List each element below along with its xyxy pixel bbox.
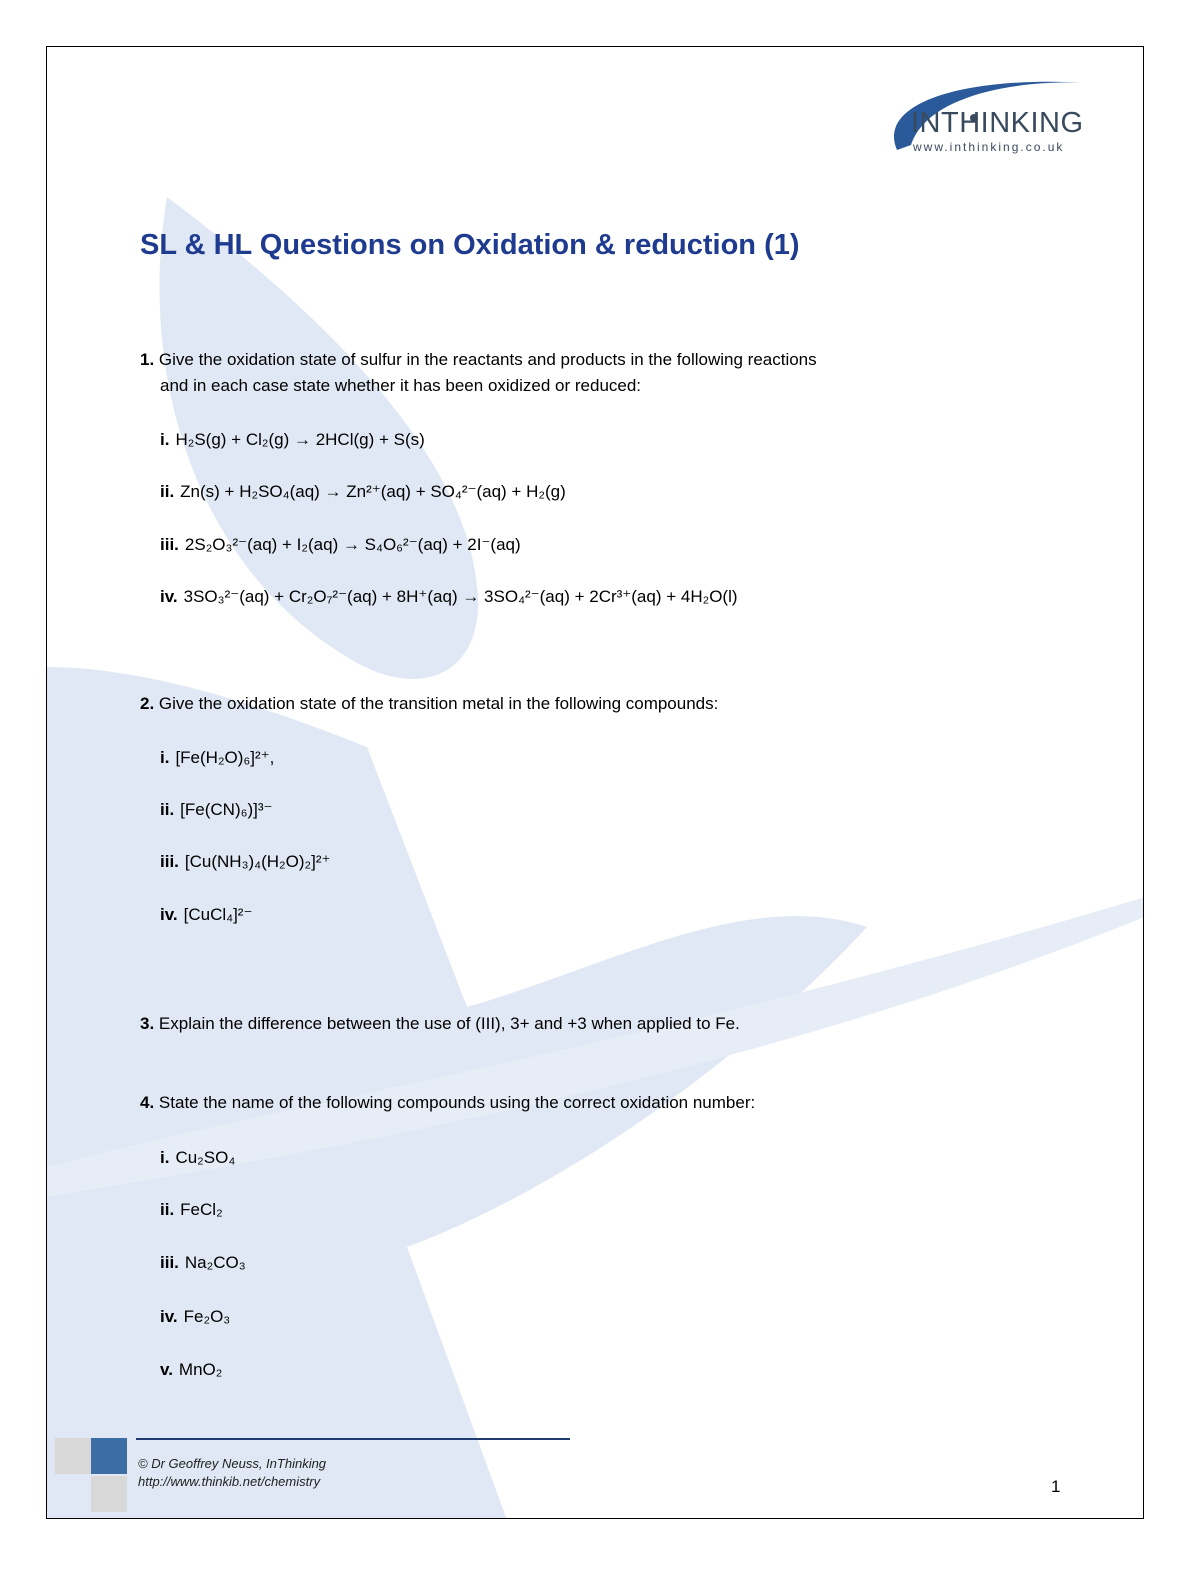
watermark-logo <box>47 47 1144 1519</box>
question-1 <box>140 347 1000 399</box>
logo-brand-text: INTHINKING <box>911 107 1084 139</box>
question-text: Explain the difference between the use of (III), 3+ and +3 when applied to Fe. <box>158 1014 740 1033</box>
question-number: 1. <box>140 350 155 369</box>
question-number: 4. <box>140 1093 155 1112</box>
question-text: Give the oxidation state of the transition metal in the following compounds: <box>158 694 719 713</box>
list-item: v. MnO₂ <box>160 1360 223 1379</box>
list-item: ii. FeCl₂ <box>160 1200 223 1219</box>
question-text: Give the oxidation state of sulfur in the reactants and products in the following reactions <box>158 350 817 369</box>
footer-credits <box>138 1455 326 1491</box>
question-2 <box>140 691 1000 717</box>
page-frame <box>46 46 1144 1519</box>
list-item: ii. [Fe(CN)₆)]³⁻ <box>160 800 273 819</box>
list-item: iii. Na₂CO₃ <box>160 1253 246 1272</box>
question-3 <box>140 1011 1000 1037</box>
footer-copyright: © Dr Geoffrey Neuss, InThinking <box>138 1456 327 1471</box>
page-title: SL & HL Questions on Oxidation & reduction (1) <box>140 229 800 261</box>
list-item: i. [Fe(H₂O)₆]²⁺, <box>160 748 275 767</box>
question-text: State the name of the following compounds using the correct oxidation number: <box>158 1093 756 1112</box>
list-item: iii. [Cu(NH₃)₄(H₂O)₂]²⁺ <box>160 852 331 871</box>
list-item: iv. 3SO₃²⁻(aq) + Cr₂O₇²⁻(aq) + 8H⁺(aq) → 3SO₄²⁻(aq) + 2Cr³⁺(aq) + 4H₂O(l) <box>160 587 738 606</box>
question-number: 2. <box>140 694 155 713</box>
list-item: iv. Fe₂O₃ <box>160 1307 231 1326</box>
footer-url: http://www.thinkib.net/chemistry <box>138 1474 321 1489</box>
list-item: ii. Zn(s) + H₂SO₄(aq) → Zn²⁺(aq) + SO₄²⁻(aq) + H₂(g) <box>160 482 566 501</box>
question-number: 3. <box>140 1014 155 1033</box>
page-number: 1 <box>1051 1477 1061 1496</box>
list-item: i. H₂S(g) + Cl₂(g) → 2HCl(g) + S(s) <box>160 430 425 449</box>
list-item: i. Cu₂SO₄ <box>160 1148 236 1167</box>
list-item: iii. 2S₂O₃²⁻(aq) + I₂(aq) → S₄O₆²⁻(aq) + 2I⁻(aq) <box>160 535 521 554</box>
question-text-cont: and in each case state whether it has been oxidized or reduced: <box>160 376 642 395</box>
footer-divider <box>136 1438 570 1440</box>
list-item: iv. [CuCl₄]²⁻ <box>160 905 253 924</box>
question-4 <box>140 1090 1000 1116</box>
footer-square-grey <box>55 1438 91 1474</box>
footer-square-blue <box>91 1438 127 1474</box>
logo-url: www.inthinking.co.uk <box>913 140 1065 154</box>
footer-square-grey <box>91 1476 127 1512</box>
